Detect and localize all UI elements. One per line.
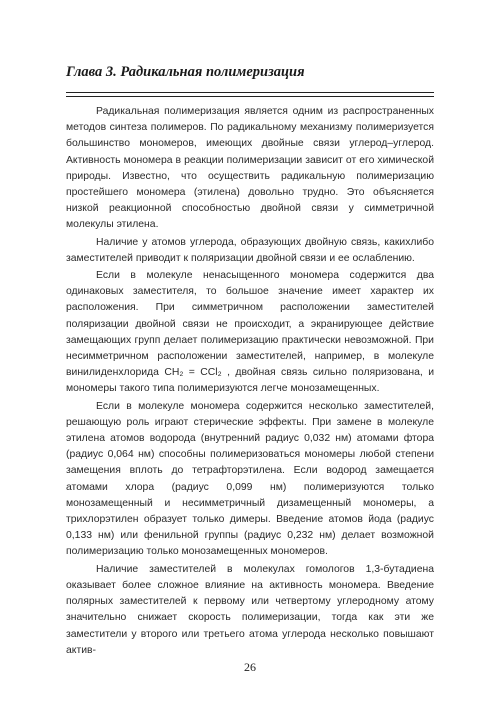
- page-number: 26: [244, 660, 256, 674]
- paragraph-2: Наличие у атомов углерода, образующих двойную связь, какихлибо заместителей приводит к поляризации двойной связи и ее ослаблению.: [66, 236, 434, 264]
- body-text: [66, 104, 434, 659]
- chapter-title: Глава 3. Радикальная полимеризация: [66, 64, 305, 80]
- header-double-rule: [66, 92, 434, 97]
- paragraph-3: Если в молекуле ненасыщенного мономера содержится два одинаковых заместителя, то большое значение имеет характер их расположения. При симметричном расположении заместителей поляризации двойной связи не происходит, а экранирующее действие замещающих групп делает полимеризацию практически невозможной. При несимметричном расположении заместителей, например, в молекуле винилиденхлорида CH₂ = CCl₂ , двойная связь сильно поляризована, и мономеры такого типа полимеризуются легче монозамещенных.: [66, 270, 434, 395]
- paragraph-1: Радикальная полимеризация является одним из распространенных методов синтеза полимеров. По радикальному механизму полимеризуется большинство мономеров, имеющих двойные связи углерод–углерод. Активность мономера в реакции полимеризации зависит от его химической природы. Известно, что осуществить радикальную полимеризацию простейшего мономера (этилена) довольно трудно. Это объясняется низкой реакционной способностью двойной связи у симметричной молекулы этилена.: [66, 106, 434, 231]
- paragraph-5: Наличие заместителей в молекулах гомологов 1,3-бутадиена оказывает более сложное влияние на активность мономера. Введение полярных заместителей к первому или четвертому углеродному атому значительно снижает скорость полимеризации, тогда как эти же заместители у второго или третьего атома углерода несколько повышают актив-: [66, 563, 434, 656]
- paragraph-4: Если в молекуле мономера содержится несколько заместителей, решающую роль играют стерические эффекты. При замене в молекуле этилена атомов водорода (внутренний радиус 0,032 нм) атомами фтора (радиус 0,064 нм) способны полимеризоваться мономеры любой степени замещения вплоть до тетрафторэтилена. Если водород замещается атомами хлора (радиус 0,099 нм) полимеризуются только монозамещенный и несимметричный дизамещенный мономеры, а трихлорэтилен образует только димеры. Введение атомов йода (радиус 0,133 нм) или фенильной группы (радиус 0,232 нм) делает возможной полимеризацию только монозамещенных мономеров.: [66, 400, 434, 558]
